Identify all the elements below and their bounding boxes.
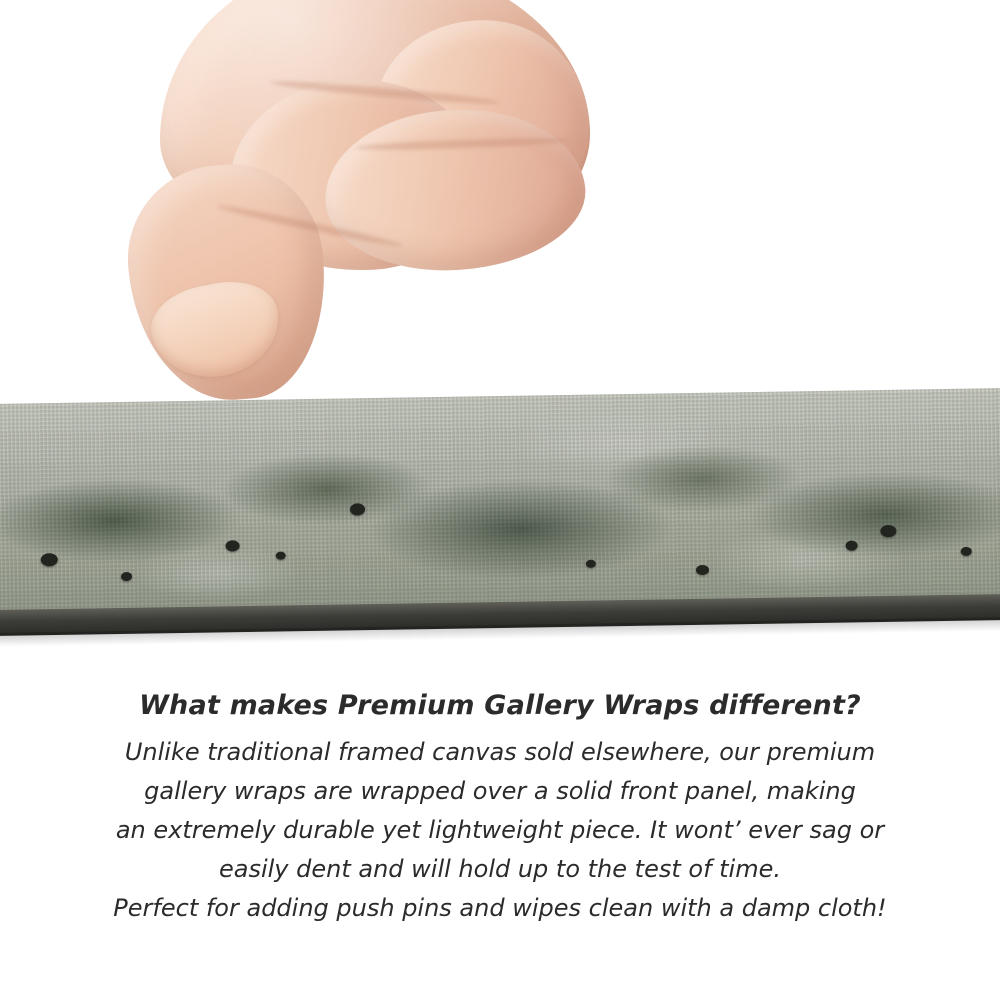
canvas-edge-strip — [0, 404, 1000, 650]
thumbnail-icon — [145, 273, 288, 388]
caption-line: gallery wraps are wrapped over a solid front panel, making — [144, 777, 856, 805]
canvas-spot — [961, 547, 972, 556]
canvas-spot — [696, 565, 709, 575]
caption-title: What makes Premium Gallery Wraps different? — [139, 690, 861, 721]
canvas-spot — [350, 503, 365, 515]
hand-photo — [120, 0, 600, 420]
caption-line: an extremely durable yet lightweight piece. It wont’ ever sag or — [115, 816, 885, 844]
caption-line: easily dent and will hold up to the test of time. — [218, 855, 781, 883]
canvas-dark-spots — [0, 388, 1000, 619]
caption-block — [0, 690, 1000, 928]
caption-line: Unlike traditional framed canvas sold elsewhere, our premium — [124, 738, 876, 766]
canvas-spot — [225, 540, 239, 551]
canvas-spot — [41, 553, 58, 566]
canvas-spot — [276, 552, 286, 560]
canvas-spot — [846, 541, 858, 551]
caption-line: Perfect for adding push pins and wipes clean with a damp cloth! — [113, 894, 887, 922]
canvas-spot — [586, 560, 596, 568]
canvas-spot — [880, 525, 896, 537]
canvas-spot — [121, 572, 132, 581]
